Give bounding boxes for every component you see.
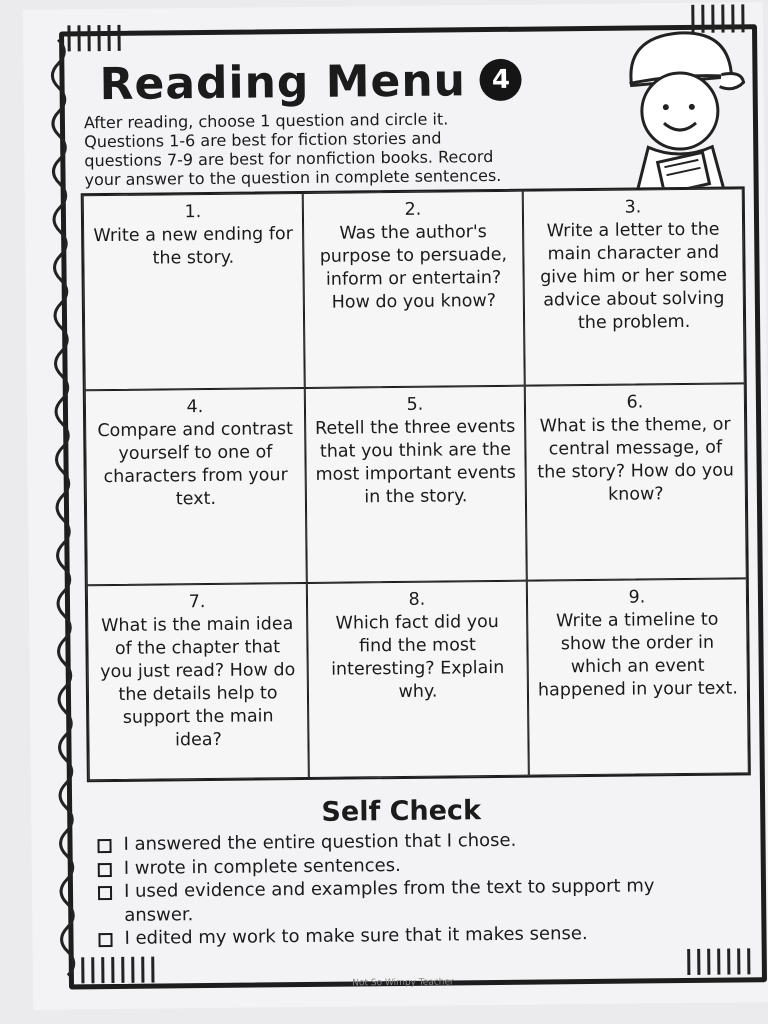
question-number: 5. (406, 394, 424, 415)
question-cell-4[interactable] (85, 388, 307, 585)
question-cell-8[interactable] (307, 581, 529, 778)
question-number: 8. (408, 589, 426, 610)
page-title: Reading Menu (99, 54, 467, 110)
footer-credit: Not So Wimpy Teacher (352, 977, 454, 989)
question-cell-1[interactable] (83, 193, 305, 390)
question-text: Compare and contrast yourself to one of characters from your text. (97, 419, 294, 510)
instructions (84, 108, 605, 189)
question-number: 6. (626, 392, 644, 413)
worksheet (23, 2, 768, 1010)
question-cell-3[interactable] (523, 188, 745, 385)
question-number: 2. (404, 199, 422, 220)
checkbox-icon[interactable] (97, 839, 111, 853)
question-cell-7[interactable] (87, 583, 309, 780)
bottom-right-stripes (683, 946, 763, 977)
question-text: Retell the three events that you think are the most important events in the story. (315, 416, 516, 508)
question-text: What is the main idea of the chapter that you just read? How do the details help to support the main idea? (100, 614, 296, 751)
question-cell-6[interactable] (525, 383, 747, 580)
self-check-text: I answered the entire question that I chose. (123, 829, 517, 855)
question-text: Write a letter to the main character and give him or her some advice about solving the problem. (540, 219, 728, 334)
question-cell-2[interactable] (303, 191, 525, 388)
question-text: Write a timeline to show the order in which an event happened in your text. (537, 609, 738, 701)
self-check-item (98, 874, 718, 927)
question-number: 9. (628, 587, 646, 608)
instruction-line: Questions 1-6 are best for fiction stories and (84, 128, 442, 152)
self-check-title: Self Check (321, 795, 482, 828)
menu-number-badge: 4 (480, 59, 522, 101)
question-number: 3. (624, 197, 642, 218)
self-check-text: I edited my work to make sure that it makes sense. (124, 923, 588, 949)
question-text: What is the theme, or central message, of the story? How do you know? (537, 414, 735, 505)
question-text: Write a new ending for the story. (93, 224, 293, 269)
instruction-line: questions 7-9 are best for nonfiction books. Record (84, 146, 494, 171)
question-number: 7. (188, 592, 206, 613)
instruction-line: your answer to the question in complete sentences. (84, 165, 502, 190)
question-cell-5[interactable] (305, 386, 527, 583)
question-number: 4. (186, 397, 204, 418)
question-number: 1. (184, 202, 202, 223)
title-row (99, 45, 522, 119)
checkbox-icon[interactable] (98, 886, 112, 900)
instruction-line: After reading, choose 1 question and circle it. (83, 109, 449, 133)
question-text: Which fact did you find the most interesting? Explain why. (331, 611, 505, 703)
question-text: Was the author's purpose to persuade, inform or entertain? How do you know? (319, 222, 508, 313)
self-check-text: I wrote in complete sentences. (123, 854, 401, 879)
question-cell-9[interactable] (527, 578, 749, 775)
checkbox-icon[interactable] (98, 933, 112, 947)
checkbox-icon[interactable] (98, 863, 112, 877)
self-check-text: I used evidence and examples from the text to support my answer. (123, 875, 655, 926)
self-check-list (97, 827, 718, 951)
question-grid (81, 186, 751, 782)
boy-reading-illustration (601, 14, 753, 196)
